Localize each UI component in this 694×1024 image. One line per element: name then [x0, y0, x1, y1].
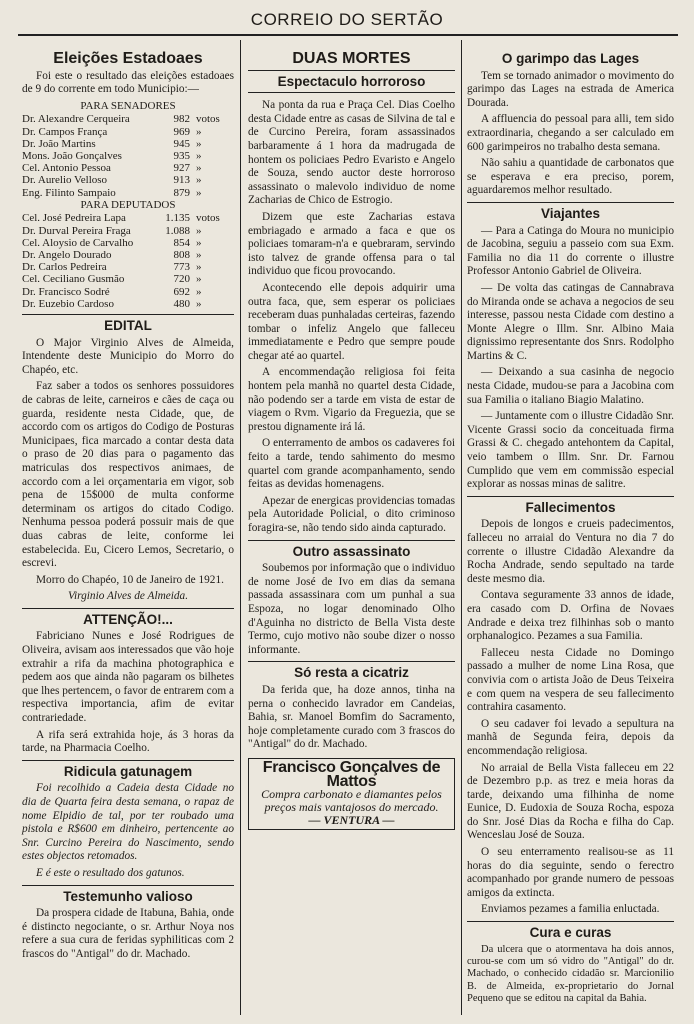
article-paragraph: Contava seguramente 33 annos de idade, era casado com D. Orfina de Novaes Andrade e deixa trez filhinhas sob o manto orphanalogico. Pezames a sua Familia. — [467, 589, 674, 643]
article-paragraph: Falleceu nesta Cidade no Domingo passado a mulher de nome Lina Rosa, que convivia com o artista João de Deus Teixeira e com quem na vespera de seu fallecimento contrahira casamento. — [467, 646, 674, 714]
table-row: Dr. Campos França 969 » — [22, 125, 202, 138]
column-divider-left — [240, 40, 241, 1015]
article-paragraph: Não sahiu a quantidade de carbonatos que se esperava e era preciso, porem, aguardaremos melhor resultado. — [467, 157, 674, 197]
article-paragraph: — Juntamente com o illustre Cidadão Snr. Vicente Grassi socio da conceituada firma Grassi & C. chegado antehontem da Capital, veio tambem o Illm. Snr. Dr. Farnou Cumplido que vem em commissão especial explorar as nossas minas de salitre. — [467, 410, 674, 491]
gatunagem-title: Ridicula gatunagem — [63, 763, 193, 779]
column-divider-right — [461, 40, 462, 1015]
divider — [467, 496, 674, 497]
outro-assassinato-title: Outro assassinato — [292, 543, 411, 559]
senadores-heading: PARA SENADORES — [80, 99, 176, 112]
ad-name: Francisco Gonçalves de Mattos — [262, 758, 441, 790]
deputados-heading: PARA DEPUTADOS — [80, 198, 176, 211]
edital-signature: Virginio Alves de Almeida. — [67, 590, 189, 603]
divider — [248, 540, 455, 541]
table-row: Cel. Antonio Pessoa 927 » — [22, 162, 202, 175]
table-row: Dr. Carlos Pedreira 773 » — [22, 261, 202, 274]
divider — [248, 70, 455, 71]
middle-column — [248, 50, 455, 830]
atencao-paragraph: Fabriciano Nunes e José Rodrigues de Oliveira, avisam aos interessados que vão hoje extrahir a rifa da machina photographica e pedem aos que ainda não pagaram os bilhetes que lhes pertencem, o favor de entrarem com a respectiva importancia, afim de evitar contrariedade. — [22, 630, 234, 725]
eleicoes-intro: Foi este o resultado das eleições estadoaes de 9 do corrente em todo Municipio:— — [22, 69, 234, 96]
article-paragraph: Apezar de energicas providencias tomadas pela Autoridade Policial, o dito criminoso foragira-se, não tendo sido ainda capturado. — [248, 494, 455, 534]
article-paragraph: O seu enterramento realisou-se as 11 horas do dia seguinte, sendo o ferectro acompanhado por grande numero de pessoas amigos da extincta. — [467, 846, 674, 899]
article-paragraph: O enterramento de ambos os cadaveres foi feito a tarde, tendo sahimento do mesmo quartel com grande acompanhamento, sendo feitas as devidas homenagens. — [248, 437, 455, 491]
duas-mortes-title: DUAS MORTES — [292, 50, 411, 67]
gatunagem-paragraph: E é este o resultado dos gatunos. — [36, 866, 185, 879]
testemunho-title: Testemunho valioso — [63, 888, 193, 904]
atencao-title: ATTENÇÃO!... — [83, 611, 173, 627]
article-paragraph: Na ponta da rua e Praça Cel. Dias Coelho desta Cidade entre as casas de Silvina de tal e de Curcino Pereira, foram assassinados barbaramente á 1 hora da madrugada de hontem os policiaes Pedro Evaristo e Angelo de Souza, sendo auctor deste horroroso assassinato o malevolo individuo de nome Zacharias de Chico de Estrogio. — [248, 99, 455, 207]
divider — [248, 661, 455, 662]
article-paragraph: A encommendação religiosa foi feita hontem pela manhã no quartel desta Cidade, não podendo ser a tarde em vista de estar de viagem o Rvm. Vigario da Freguezia, que se prestou dignamente irá lá. — [248, 366, 455, 433]
article-paragraph: Soubemos por informação que o individuo de nome José de Ivo em dias da semana passada assassinara com um punhal a sua Espoza, no logar denominado Olho d'Aguinha no districto de Bella Vista deste Termo, cujo motivo não soube dizer o nosso informante. — [248, 562, 455, 656]
article-paragraph: — De volta das catingas de Cannabrava do Miranda onde se achava a negocios de seu interesse, passou nesta Cidade com destino a Monte Alegre o Illm. Snr. Albino Maia dignissimo representante dos Snrs. Rodolpho Martins & C. — [467, 281, 674, 362]
table-row: Mons. João Gonçalves 935 » — [22, 149, 202, 162]
viajantes-title: Viajantes — [540, 205, 601, 221]
divider — [22, 885, 234, 886]
article-paragraph: Depois de longos e crueis padecimentos, falleceu no arraial do Ventura no dia 7 do corrente o illustre Cidadão Alexandre da Rocha Andrade, sendo sepultado na tarde deste mesmo dia. — [467, 518, 674, 585]
edital-paragraph: O Major Virginio Alves de Almeida, Intendente deste Municipio do Morro do Chapéo, etc. — [22, 336, 234, 376]
article-paragraph: Acontecendo elle depois adquirir uma outra faca, que, sem esperar os policiaes receberam duas punhaladas certeiras, fazendo tombar o infeliz Angelo que falleceu immediatamente e Pedro que sempre poude chegar até ao quartel. — [248, 281, 455, 362]
divider — [467, 921, 674, 922]
testemunho-paragraph: Da prospera cidade de Itabuna, Bahia, onde é distincto negociante, o sr. Arthur Noya nos refere a sua cura de feridas syphiliticas com 2 frascos do "Antigal" do dr. Machado. — [22, 907, 234, 960]
divider — [467, 202, 674, 203]
right-column — [467, 50, 674, 1009]
fallecimentos-title: Fallecimentos — [525, 499, 616, 515]
article-paragraph: Da ferida que, ha doze annos, tinha na perna o conhecido lavrador em Candeias, Bahia, sr. Manoel Bomfim do Sacramento, hoje completamente curado com 3 frascos do "Antigal" do dr. Machado. — [248, 683, 455, 751]
table-row: Cel. Aloysio de Carvalho 854 » — [22, 236, 202, 249]
divider — [22, 314, 234, 315]
table-row: Dr. Francisco Sodré 692 » — [22, 285, 202, 298]
deputados-table — [22, 212, 234, 310]
article-paragraph: Da ulcera que o atormentava ha dois annos, curou-se com um só vidro do "Antigal" do dr. Machado, o conhecido cidadão sr. Marcionilio B. de Almeida, ex-proprietario do Jornal Pequeno que se editou na capital da Bahia. — [467, 943, 674, 1005]
edital-title: EDITAL — [104, 318, 152, 334]
masthead: CORREIO DO SERTÃO — [250, 10, 444, 29]
article-paragraph: O seu cadaver foi levado a sepultura na manhã de Segunda feira, depois da encommendação religiosa. — [467, 717, 674, 757]
article-paragraph: No arraial de Bella Vista falleceu em 22 de Dezembro p.p. as trez e meia horas da tarde, deixando uma filhinha de nome Eunice, D. Eudoxia de Souza Rocha, espoza do Snr. José Dias da Rocha e filha do Cap. Wenceslau José de Souza. — [467, 761, 674, 842]
garimpo-title: O garimpo das Lages — [501, 51, 640, 66]
article-paragraph: Dizem que este Zacharias estava embriagado e armado a faca e que os policiaes tomaram-n'a e quebraram, servindo isto talvez de grande offensa para o tal individuo que ficou provocando. — [248, 210, 455, 278]
table-row: Cel. Ceciliano Gusmão 720 » — [22, 273, 202, 286]
duas-mortes-subtitle: Espectaculo horroroso — [277, 73, 426, 89]
edital-paragraph: Faz saber a todos os senhores possuidores de cabras de leite, carneiros e cães de caça ou guarda, residente nesta Cidade, que, de accordo com os artigos do Codigo de Posturas Municipaes, fica marcado a contar desta data o praso de 20 dias para o pagamento das matriculas dos respectivos animaes, de accordo com a lei orçamentaria em vigor, sob pena de 15$000 de multa conforme determinam os artigos do citado Codigo. Nenhuma pessoa poderá possuir mais de que duas cabras de leite, conforme lei estabelecida. Eu, Cicero Lemos, Secretario, o escrevi. — [22, 380, 234, 570]
table-row: Dr. Angelo Dourado 808 » — [22, 249, 202, 261]
eleicoes-title: Eleições Estadoaes — [53, 50, 203, 67]
divider — [22, 760, 234, 761]
divider — [22, 608, 234, 609]
table-row: Dr. Alexandre Cerqueira 982 votos — [22, 113, 220, 126]
masthead-rule — [18, 34, 678, 36]
ad-footer: — VENTURA — — [308, 813, 395, 828]
article-paragraph: — Deixando a sua casinha de negocio nesta Cidade, mudou-se para a Jacobina com sua Familia o italiano Biagio Malatino. — [467, 366, 674, 406]
divider — [248, 92, 455, 93]
article-paragraph: Tem se tornado animador o movimento do garimpo das Lages na estrada de America Dourada. — [467, 69, 674, 109]
gatunagem-paragraph: Foi recolhido a Cadeia desta Cidade no dia de Quarta feira desta semana, o rapaz de nome Elpidio de tal, por ter roubado uma pistola e R$600 em dinheiro, pertencente ao Snr. Curcino Pereira do Nascimento, sendo estes objectos retomados. — [22, 782, 234, 863]
article-paragraph: A affluencia do pessoal para alli, tem sido extraordinaria, chegando a ser calculado em 600 garimpeiros no trabalho desta semana. — [467, 113, 674, 153]
table-row: Dr. Durval Pereira Fraga 1.088 » — [22, 224, 202, 237]
left-column — [22, 50, 234, 965]
table-row: Dr. Aurelio Velloso 913 » — [22, 174, 202, 187]
table-row: Dr. João Martins 945 » — [22, 137, 202, 150]
cicatriz-title: Só resta a cicatriz — [294, 665, 409, 681]
table-row: Eng. Filinto Sampaio 879 » — [22, 186, 202, 199]
advertisement — [248, 758, 455, 830]
article-paragraph: Enviamos pezames a familia enluctada. — [481, 903, 660, 916]
table-row: Cel. José Pedreira Lapa 1.135 votos — [22, 212, 220, 225]
cura-title: Cura e curas — [529, 925, 612, 941]
edital-date: Morro do Chapéo, 10 de Janeiro de 1921. — [36, 573, 224, 586]
atencao-paragraph: A rifa será extrahida hoje, ás 3 horas da tarde, na Pharmacia Coelho. — [22, 728, 234, 755]
ad-text: Compra carbonato e diamantes pelos preços mais vantajosos do mercado. — [261, 787, 442, 815]
senadores-table — [22, 113, 234, 198]
article-paragraph: — Para a Catinga do Moura no municipio de Jacobina, seguiu a passeio com sua Exm. Familia no dia 11 do corrente o illustre Professor Antonio Gabriel de Oliveira. — [467, 224, 674, 278]
table-row: Dr. Euzebio Cardoso 480 » — [22, 297, 202, 310]
